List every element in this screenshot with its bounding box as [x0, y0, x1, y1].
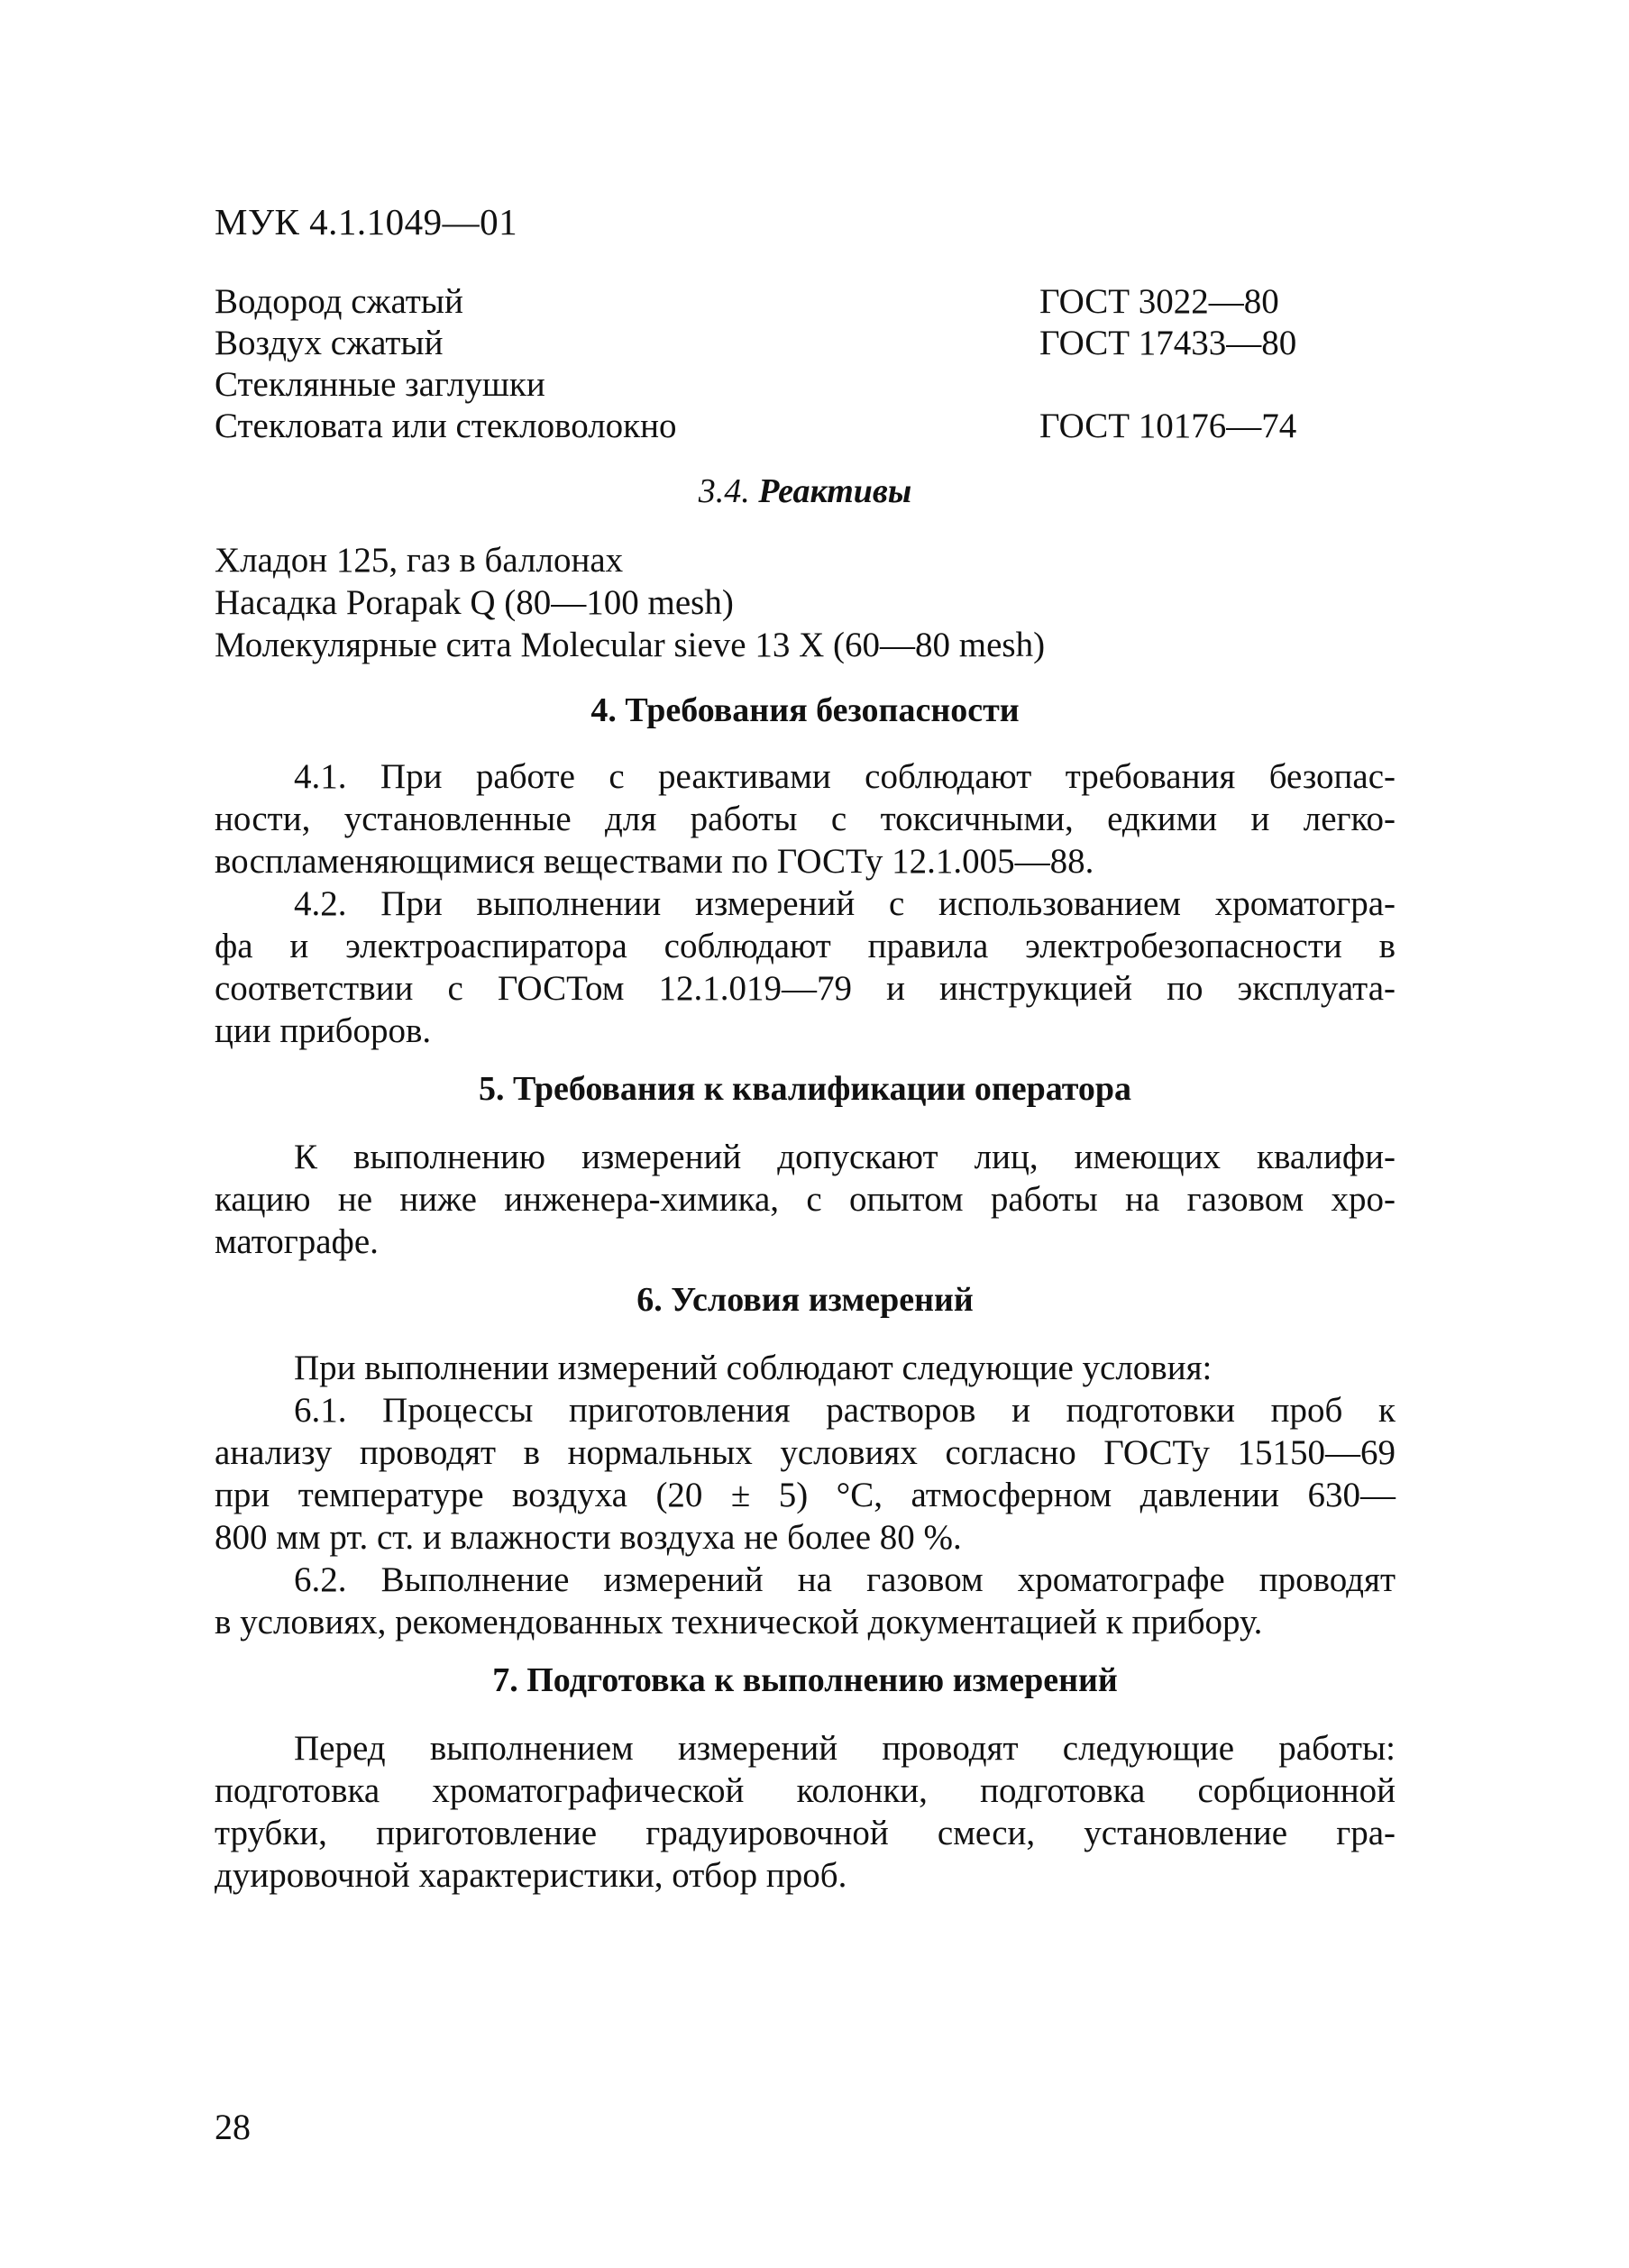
material-name: Водород сжатый: [215, 282, 463, 321]
text-line: 6.1. Процессы приготовления растворов и подготовки проб к: [294, 1391, 1396, 1430]
text-line: в условиях, рекомендованных технической документацией к прибору.: [215, 1603, 1263, 1642]
text-line: при температуре воздуха (20 ± 5) °С, атмосферном давлении 630—: [215, 1476, 1396, 1514]
material-name: Стекловата или стекловолокно: [215, 407, 677, 445]
list-item: Хладон 125, газ в баллонах: [215, 541, 624, 580]
text-line: фа и электроаспиратора соблюдают правила электробезопасности в: [215, 927, 1396, 965]
list-item: [215, 323, 1396, 364]
section-heading-qualification: 5. Требования к квалификации оператора: [478, 1070, 1132, 1108]
list-item: Насадка Porapak Q (80—100 mesh): [215, 583, 734, 622]
paragraph-6-1: [215, 1389, 1396, 1559]
list-item: [215, 406, 1396, 447]
section-heading-safety: 4. Требования безопасности: [590, 691, 1020, 729]
text-line: подготовка хроматографической колонки, подготовка сорбционной: [215, 1771, 1396, 1810]
material-gost: ГОСТ 3022—80: [1039, 282, 1279, 321]
text-line: ности, установленные для работы с токсичными, едкими и легко-: [215, 800, 1396, 838]
material-gost: ГОСТ 10176—74: [1039, 407, 1297, 445]
section-heading-conditions: 6. Условия измерений: [636, 1281, 974, 1319]
materials-list: [215, 281, 1396, 447]
section-heading-preparation: 7. Подготовка к выполнению измерений: [492, 1661, 1118, 1699]
text-line: При выполнении измерений соблюдают следующие условия:: [294, 1349, 1213, 1387]
document-code: МУК 4.1.1049—01: [215, 201, 518, 242]
material-name: Воздух сжатый: [215, 324, 444, 362]
text-line: 800 мм рт. ст. и влажности воздуха не более 80 %.: [215, 1518, 962, 1557]
list-item: [215, 281, 1396, 323]
text-line: Перед выполнением измерений проводят следующие работы:: [294, 1729, 1396, 1768]
text-line: матографе.: [215, 1222, 379, 1261]
material-name: Стеклянные заглушки: [215, 365, 545, 404]
text-line: соответствии с ГОСТом 12.1.019—79 и инструкцией по эксплуата-: [215, 969, 1396, 1008]
material-gost: ГОСТ 17433—80: [1039, 324, 1297, 362]
text-line: анализу проводят в нормальных условиях согласно ГОСТу 15150—69: [215, 1433, 1396, 1472]
text-line: 6.2. Выполнение измерений на газовом хроматографе проводят: [294, 1560, 1396, 1599]
list-item: Молекулярные сита Molecular sieve 13 X (60—80 mesh): [215, 626, 1046, 664]
paragraph-5: [215, 1136, 1396, 1263]
subsection-title-reagents: [215, 471, 1396, 511]
page-number: 28: [215, 2107, 251, 2147]
paragraph-4-2: [215, 883, 1396, 1052]
text-line: трубки, приготовление градуировочной смеси, установление гра-: [215, 1814, 1396, 1852]
text-line: 4.1. При работе с реактивами соблюдают требования безопас-: [294, 757, 1396, 796]
text-line: воспламеняющимися веществами по ГОСТу 12.1.005—88.: [215, 842, 1094, 881]
text-line: 4.2. При выполнении измерений с использованием хроматогра-: [294, 884, 1396, 923]
reagents-list: [215, 539, 1396, 666]
text-line: К выполнению измерений допускают лиц, имеющих квалифи-: [294, 1138, 1396, 1176]
paragraph-6-intro: [215, 1347, 1396, 1389]
list-item: [215, 364, 1396, 406]
subsection-number: 3.4.: [698, 472, 750, 510]
text-line: ции приборов.: [215, 1011, 432, 1050]
paragraph-6-2: [215, 1559, 1396, 1643]
paragraph-7: [215, 1727, 1396, 1897]
text-line: дуировочной характеристики, отбор проб.: [215, 1856, 847, 1895]
subsection-word: Реактивы: [758, 472, 912, 510]
text-line: кацию не ниже инженера-химика, с опытом работы на газовом хро-: [215, 1180, 1396, 1219]
paragraph-4-1: [215, 755, 1396, 883]
